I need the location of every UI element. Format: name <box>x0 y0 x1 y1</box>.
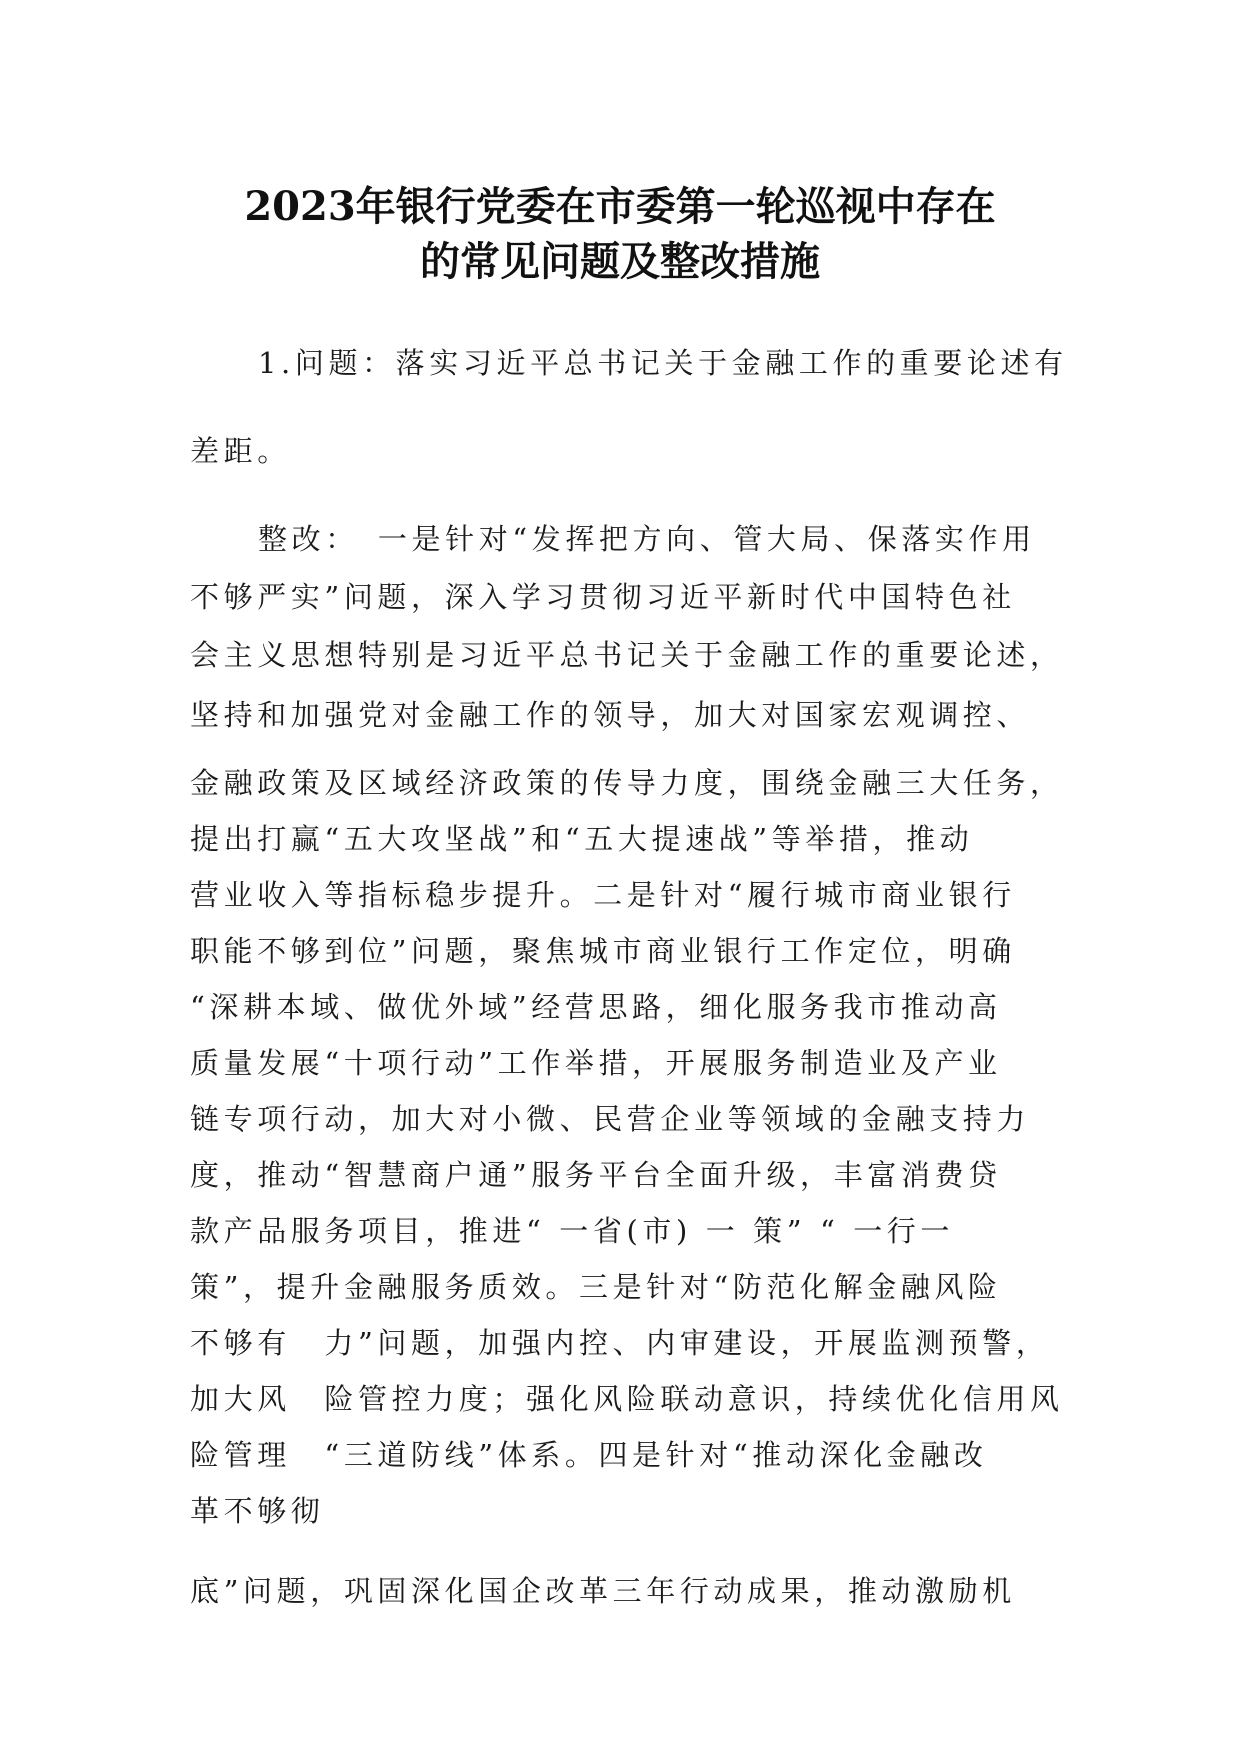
issue-1-heading-continued: 差距。 <box>190 434 291 468</box>
rectification-paragraph-line: 底”问题，巩固深化国企改革三年行动成果，推动激励机 <box>190 1574 1016 1608</box>
rectification-paragraph-line: 策”，提升金融服务质效。三是针对“防范化解金融风险 <box>190 1270 1002 1304</box>
rectification-paragraph-line: 险管理 “三道防线”体系。四是针对“推动深化金融改 <box>190 1438 988 1472</box>
rectification-paragraph-line: “深耕本域、做优外域”经营思路，细化服务我市推动高 <box>190 990 1002 1024</box>
rectification-paragraph-line: 度，推动“智慧商户通”服务平台全面升级，丰富消费贷 <box>190 1158 1002 1192</box>
document-title-line-2: 的常见问题及整改措施 <box>420 238 820 285</box>
rectification-paragraph-line: 营业收入等指标稳步提升。二是针对“履行城市商业银行 <box>190 878 1016 912</box>
rectification-paragraph-line: 提出打赢“五大攻坚战”和“五大提速战”等举措，推动 <box>190 822 974 856</box>
rectification-paragraph-line: 职能不够到位”问题，聚焦城市商业银行工作定位，明确 <box>190 934 1016 968</box>
rectification-paragraph-line: 质量发展“十项行动”工作举措，开展服务制造业及产业 <box>190 1046 1002 1080</box>
rectification-paragraph-line: 款产品服务项目，推进“ 一省(市) 一 策” “ 一行一 <box>190 1214 954 1248</box>
rectification-paragraph-line: 革不够彻 <box>190 1494 325 1528</box>
rectification-paragraph-line: 不够严实”问题，深入学习贯彻习近平新时代中国特色社 <box>190 580 1016 614</box>
rectification-paragraph-line: 会主义思想特别是习近平总书记关于金融工作的重要论述， <box>190 638 1064 672</box>
rectification-paragraph-line: 金融政策及区域经济政策的传导力度，围绕金融三大任务， <box>190 766 1064 800</box>
rectification-paragraph-line: 加大风 险管控力度；强化风险联动意识，持续优化信用风 <box>190 1382 1064 1416</box>
rectification-paragraph-line: 坚持和加强党对金融工作的领导，加大对国家宏观调控、 <box>190 698 1031 732</box>
document-title-line-1: 2023年银行党委在市委第一轮巡视中存在 <box>244 183 996 230</box>
rectification-paragraph-line: 整改： 一是针对“发挥把方向、管大局、保落实作用 <box>258 522 1036 556</box>
rectification-paragraph-line: 链专项行动，加大对小微、民营企业等领域的金融支持力 <box>190 1102 1031 1136</box>
rectification-paragraph-line: 不够有 力”问题，加强内控、内审建设，开展监测预警， <box>190 1326 1050 1360</box>
issue-1-heading: 1.问题：落实习近平总书记关于金融工作的重要论述有 <box>258 346 1068 380</box>
